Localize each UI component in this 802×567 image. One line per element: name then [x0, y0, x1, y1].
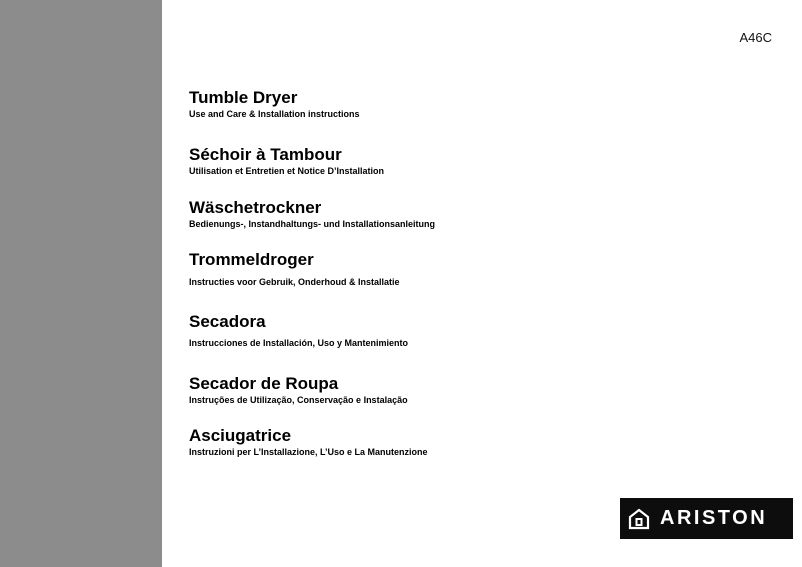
entry-title: Wäschetrockner: [189, 198, 322, 217]
entry-subtitle: Utilisation et Entretien et Notice D’Installation: [189, 166, 385, 176]
entry-title: Séchoir à Tambour: [189, 145, 342, 164]
language-entry-portuguese: [189, 374, 408, 406]
language-entry-french: [189, 145, 384, 177]
entry-title: Secadora: [189, 312, 266, 331]
entry-subtitle: Instruções de Utilização, Conservação e Instalação: [189, 395, 408, 405]
entry-subtitle: Use and Care & Installation instructions: [189, 109, 360, 119]
entry-subtitle: Bedienungs-, Instandhaltungs- und Installationsanleitung: [189, 219, 436, 229]
language-entry-italian: [189, 426, 428, 458]
entry-title: Secador de Roupa: [189, 374, 339, 393]
entry-subtitle: Instruzioni per L’Installazione, L’Uso e La Manutenzione: [189, 447, 428, 457]
language-entry-spanish: [189, 312, 408, 349]
ariston-logo: [620, 498, 793, 539]
ariston-house-logo-icon: [628, 508, 650, 530]
entry-title: Tumble Dryer: [189, 88, 298, 107]
grey-sidebar: [0, 0, 162, 567]
language-entry-dutch: [189, 250, 400, 288]
language-entry-english: [189, 88, 360, 120]
entry-title: Asciugatrice: [189, 426, 292, 445]
entry-subtitle: Instructies voor Gebruik, Onderhoud & Installatie: [189, 277, 400, 287]
entry-title: Trommeldroger: [189, 250, 314, 269]
language-entry-german: [189, 198, 435, 230]
entry-subtitle: Instrucciones de Installación, Uso y Mantenimiento: [189, 338, 409, 348]
model-number: A46C: [739, 30, 772, 45]
brand-name: ARISTON: [660, 507, 768, 529]
